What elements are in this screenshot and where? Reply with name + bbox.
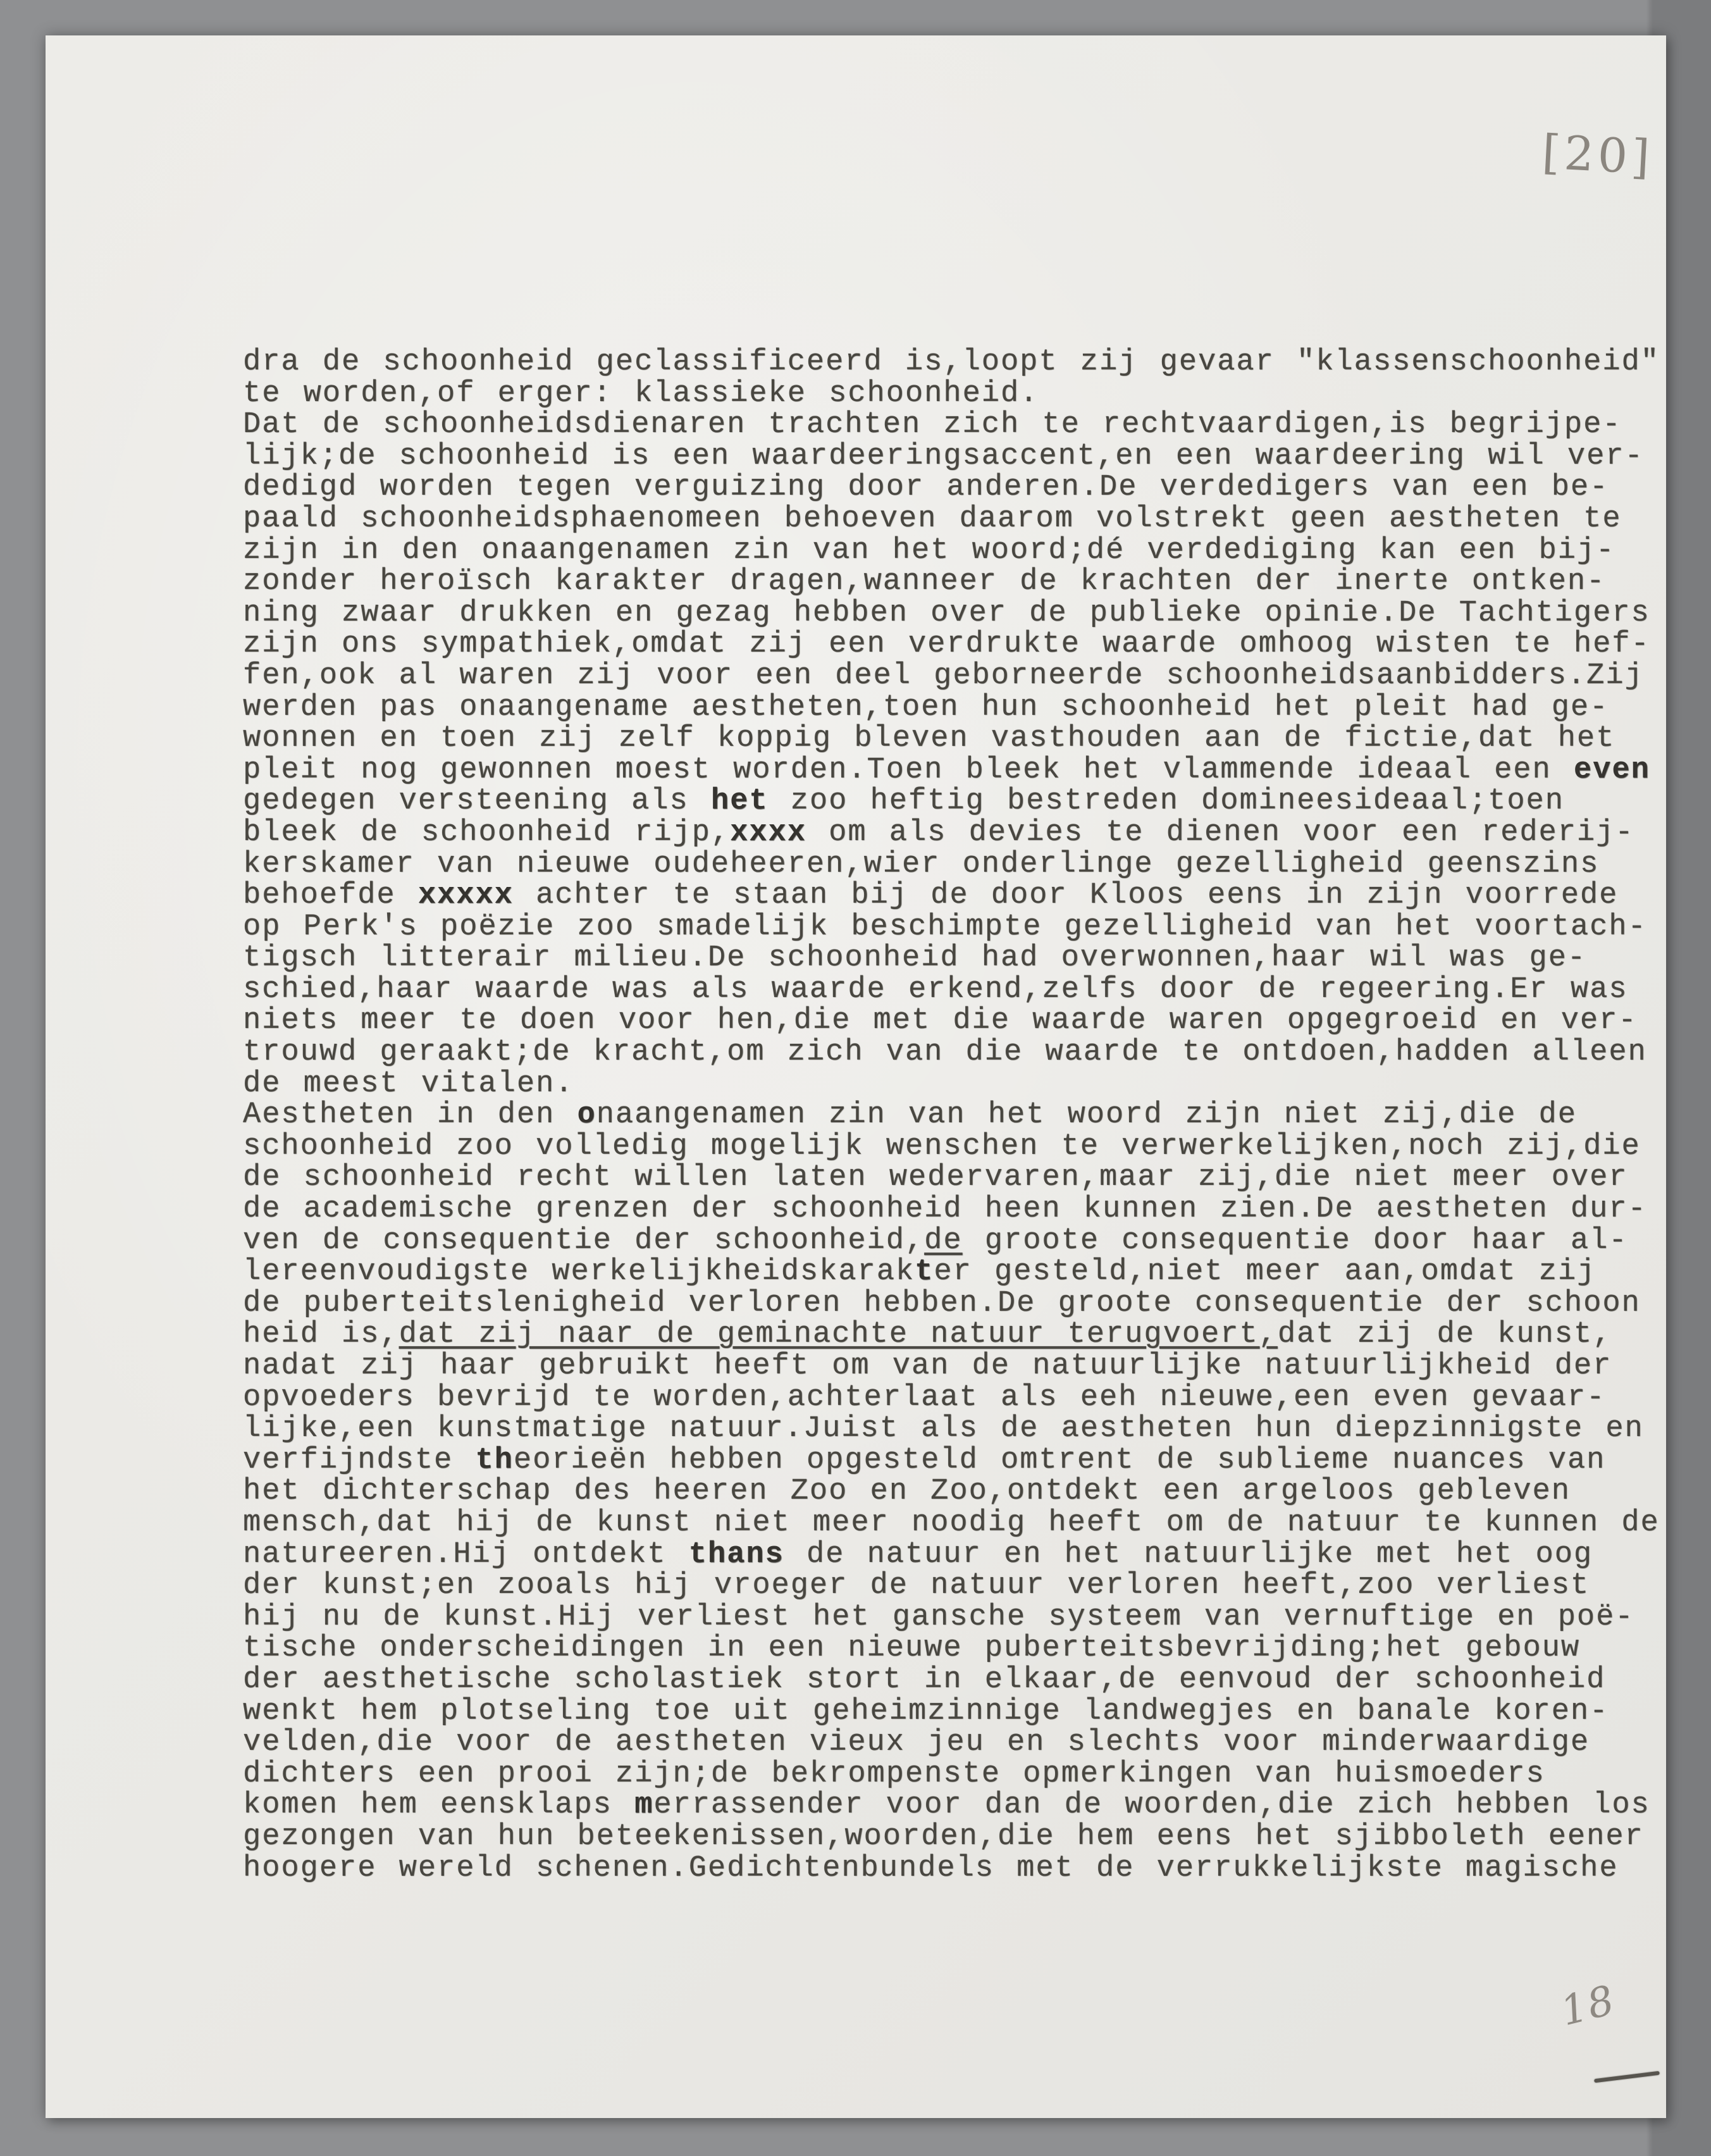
typed-text: gezongen van hun beteekenissen,woorden,die hem eens het sjibboleth eener (243, 1819, 1644, 1854)
typescript-line (243, 1664, 1653, 1696)
typescript-line (243, 849, 1653, 881)
pencil-underline-stroke (1594, 2071, 1660, 2083)
handwritten-page-number-bottom: 18 (1556, 1976, 1621, 2036)
overstruck-text: even (1573, 753, 1650, 787)
typescript-line (243, 943, 1653, 974)
typescript-text-block (243, 345, 1660, 1885)
typescript-line (243, 755, 1653, 786)
typed-text: paald schoonheidsphaenomeen behoeven daarom volstrekt geen aestheten te (243, 502, 1622, 536)
typed-text: komen hem eensklaps (243, 1788, 635, 1823)
typescript-line (243, 1821, 1653, 1853)
typescript-line (243, 1100, 1653, 1131)
typescript-line (243, 535, 1653, 567)
typed-text: hij nu de kunst.Hij verliest het gansche systeem van vernuftige en poë- (243, 1600, 1634, 1634)
typed-text: natureeren.Hij ontdekt (243, 1537, 689, 1571)
typescript-line (243, 1194, 1653, 1225)
typescript-line (243, 1727, 1653, 1759)
typed-text: zonder heroïsch karakter dragen,wanneer de krachten der inerte ontken- (243, 565, 1606, 599)
typed-text: zoo heftig bestreden domineesideaal;toen (768, 784, 1564, 819)
typescript-line (243, 1162, 1653, 1194)
overstruck-text: xxxxx (417, 879, 514, 913)
typescript-line (243, 912, 1653, 943)
typed-text: gedegen versteening als (243, 784, 711, 819)
typescript-line (243, 441, 1653, 473)
typescript-line (243, 1037, 1653, 1069)
typed-text: tische onderscheidingen in een nieuwe puberteitsbevrijding;het gebouw (243, 1632, 1581, 1666)
typed-text: niets meer te doen voor hen,die met die waarde waren opgegroeid en ver- (243, 1004, 1638, 1038)
typed-text: om als devies te dienen voor een rederij- (806, 815, 1634, 850)
typed-text: de schoonheid recht willen laten wedervaren,maar zij,die niet meer over (243, 1161, 1628, 1195)
overstruck-text: o (577, 1098, 596, 1132)
typescript-line (243, 1570, 1653, 1602)
typescript-line (243, 409, 1653, 441)
overstruck-text: m (634, 1788, 654, 1823)
underlined-text: dat zij naar de geminachte natuur terugvoert, (398, 1318, 1278, 1352)
typescript-line (243, 345, 1660, 379)
typed-text: der aesthetische scholastiek stort in elkaar,de eenvoud der schoonheid (243, 1663, 1606, 1697)
typed-text: schoonheid zoo volledig mogelijk wenschen te verwerkelijken,noch zij,die (243, 1129, 1641, 1163)
typescript-line (243, 566, 1653, 598)
typed-text: de puberteitslenigheid verloren hebben.De groote consequentie der schoon (243, 1286, 1641, 1320)
typed-text: ning zwaar drukken en gezag hebben over de publieke opinie.De Tachtigers (243, 596, 1650, 630)
overstruck-text: thans (688, 1537, 784, 1571)
overstruck-text: th (475, 1443, 514, 1477)
typescript-line (243, 1790, 1653, 1821)
typescript-line (243, 1506, 1660, 1540)
typescript-line (243, 1539, 1653, 1571)
typed-text: lijk;de schoonheid is een waardeeringsaccent,en een waardeering wil ver- (243, 439, 1644, 473)
handwritten-page-number-top: [20] (1540, 125, 1655, 185)
typed-text: pleit nog gewonnen moest worden.Toen bleek het vlammende ideaal een (243, 753, 1574, 787)
typescript-line (243, 1319, 1653, 1351)
typed-text: wenkt hem plotseling toe uit geheimzinnige landwegjes en banale koren- (243, 1694, 1609, 1728)
typed-text: bleek de schoonheid rijp, (243, 815, 731, 850)
typescript-line (243, 504, 1653, 535)
typed-text: dra de schoonheid geclassificeerd is,loopt zij gevaar "klassenschoonheid" (243, 345, 1660, 379)
typescript-line (243, 1351, 1653, 1382)
typed-text: wonnen en toen zij zelf koppig bleven vasthouden aan de fictie,dat het (243, 722, 1615, 756)
typed-text: dedigd worden tegen verguizing door anderen.De verdedigers van een be- (243, 471, 1609, 505)
typed-text: velden,die voor de aestheten vieux jeu en slechts voor minderwaardige (243, 1726, 1590, 1760)
typescript-line (243, 974, 1653, 1006)
typed-text: op Perk's poëzie zoo smadelijk beschimpte gezelligheid van het voortach- (243, 910, 1647, 944)
typescript-line (243, 817, 1653, 849)
typed-text: Aestheten in den (243, 1098, 578, 1132)
typed-text: schied,haar waarde was als waarde erkend,zelfs door de regeering.Er was (243, 972, 1628, 1007)
typed-text: der kunst;en zooals hij vroeger de natuur verloren heeft,zoo verliest (243, 1569, 1590, 1603)
typescript-line (243, 1445, 1653, 1477)
typescript-line (243, 598, 1653, 629)
typed-text: dat zij de kunst, (1277, 1318, 1612, 1352)
typed-text: eorieën hebben opgesteld omtrent de sublieme nuances van (513, 1443, 1606, 1477)
underlined-text: de (924, 1224, 963, 1258)
typescript-line (243, 1256, 1653, 1288)
typescript-line (243, 1633, 1653, 1664)
typed-text: behoefde (243, 879, 418, 913)
typed-text: verfijndste (243, 1443, 476, 1477)
typescript-line (243, 1069, 1653, 1100)
typed-text: achter te staan bij de door Kloos eens in zijn voorrede (513, 879, 1619, 913)
typescript-line (243, 1225, 1653, 1257)
typescript-line (243, 1853, 1653, 1885)
typed-text: naangenamen zin van het woord zijn niet zij,die de (596, 1098, 1577, 1132)
paper-sheet (46, 35, 1666, 2118)
typescript-line (243, 1413, 1653, 1445)
typescript-line (243, 629, 1653, 660)
typed-text: werden pas onaangename aestheten,toen hun schoonheid het pleit had ge- (243, 690, 1609, 724)
typescript-line (243, 1005, 1653, 1037)
typescript-line (243, 472, 1653, 504)
typed-text: kerskamer van nieuwe oudeheeren,wier onderlinge gezelligheid geenszins (243, 847, 1600, 881)
typescript-line (243, 1696, 1653, 1728)
typescript-line (243, 378, 1653, 410)
overstruck-text: xxxx (730, 815, 806, 850)
typed-text: de academische grenzen der schoonheid heen kunnen zien.De aestheten dur- (243, 1193, 1647, 1227)
typed-text: lijke,een kunstmatige natuur.Juist als de aestheten hun diepzinnigste en (243, 1412, 1644, 1446)
typed-text: heid is, (243, 1318, 399, 1352)
typed-text: lereenvoudigste werkelijkheidskarak (243, 1255, 915, 1289)
typed-text: opvoeders bevrijd te worden,achterlaat als eeh nieuwe,een even gevaar- (243, 1380, 1606, 1415)
typed-text: dichters een prooi zijn;de bekrompenste opmerkingen van huismoeders (243, 1757, 1545, 1791)
typed-text: nadat zij haar gebruikt heeft om van de natuurlijke natuurlijkheid der (243, 1349, 1612, 1383)
typescript-line (243, 1759, 1653, 1790)
typescript-line (243, 786, 1653, 817)
overstruck-text: het (710, 784, 769, 819)
typed-text: de natuur en het natuurlijke met het oog (784, 1537, 1593, 1571)
typescript-line (243, 1476, 1653, 1508)
typed-text: hoogere wereld schenen.Gedichtenbundels met de verrukkelijkste magische (243, 1851, 1619, 1885)
overstruck-text: t (915, 1255, 934, 1289)
typed-text: groote consequentie door haar al- (962, 1224, 1628, 1258)
typescript-line (243, 880, 1653, 912)
typescript-line (243, 1602, 1653, 1633)
typescript-line (243, 692, 1653, 724)
typescript-line (243, 723, 1653, 755)
typed-text: Dat de schoonheidsdienaren trachten zich te rechtvaardigen,is begrijpe- (243, 408, 1622, 442)
typed-text: tigsch litterair milieu.De schoonheid had overwonnen,haar wil was ge- (243, 941, 1587, 976)
typescript-line (243, 1131, 1653, 1163)
typed-text: te worden,of erger: klassieke schoonheid. (243, 376, 1039, 411)
typed-text: fen,ook al waren zij voor een deel geborneerde schoonheidsaanbidders.Zij (243, 659, 1644, 693)
typed-text: mensch,dat hij de kunst niet meer noodig heeft om de natuur te kunnen de (243, 1506, 1660, 1540)
typed-text: zijn in den onaangenamen zin van het woord;dé verdediging kan een bij- (243, 533, 1615, 567)
typescript-line (243, 1382, 1653, 1414)
typed-text: zijn ons sympathiek,omdat zij een verdrukte waarde omhoog wisten te hef- (243, 628, 1650, 662)
typescript-line (243, 660, 1653, 692)
typed-text: de meest vitalen. (243, 1067, 574, 1101)
typed-text: trouwd geraakt;de kracht,om zich van die waarde te ontdoen,hadden alleen (243, 1036, 1647, 1070)
typed-text: het dichterschap des heeren Zoo en Zoo,ontdekt een argeloos gebleven (243, 1475, 1571, 1509)
typescript-line (243, 1288, 1653, 1320)
typed-text: errassender voor dan de woorden,die zich hebben los (653, 1788, 1650, 1823)
typed-text: ven de consequentie der schoonheid, (243, 1224, 925, 1258)
typed-text: er gesteld,niet meer aan,omdat zij (934, 1255, 1597, 1289)
